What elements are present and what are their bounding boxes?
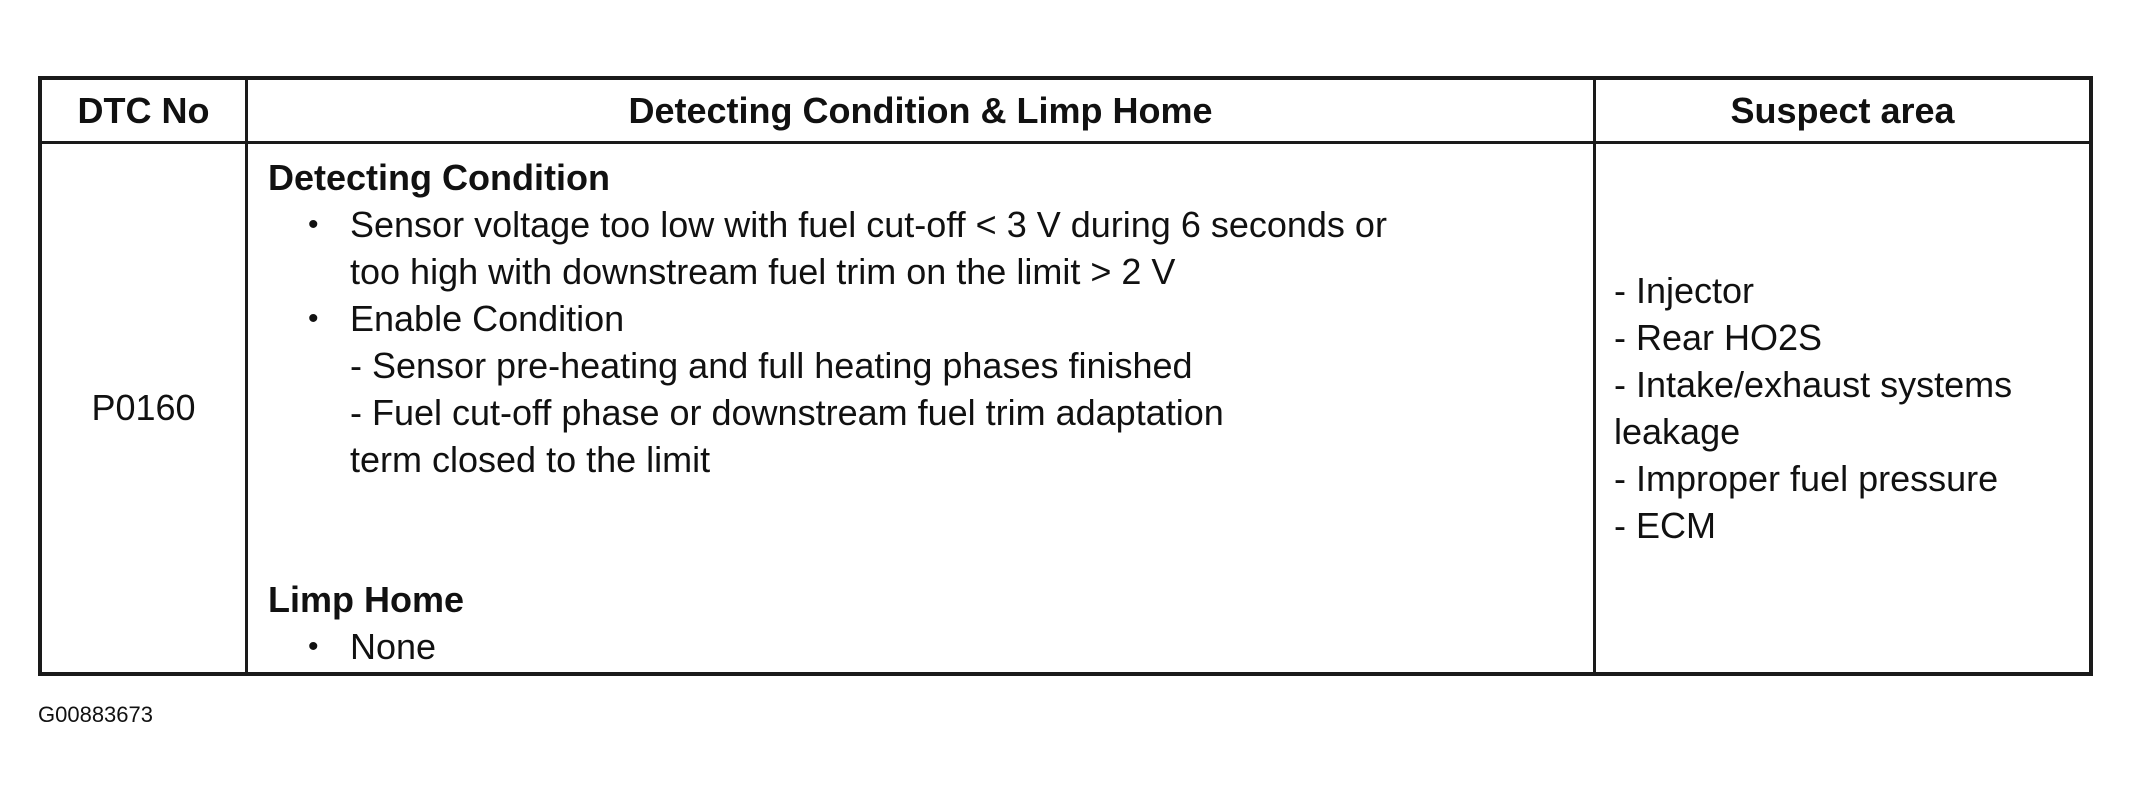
header-suspect-area: Suspect area: [1596, 80, 2089, 144]
bullet-icon: •: [308, 302, 319, 335]
condition-bullet-2: [308, 295, 624, 342]
condition-bullet-2-text: Enable Condition: [350, 298, 625, 339]
suspect-area-list: [1614, 267, 2012, 549]
suspect-item: - Injector: [1614, 270, 1755, 311]
enable-condition-sub-2-line-1: - Fuel cut-off phase or downstream fuel trim adaptation: [350, 392, 1224, 433]
suspect-item: - Improper fuel pressure: [1614, 458, 1999, 499]
condition-bullet-1-line-2: too high with downstream fuel trim on the limit > 2 V: [350, 251, 1176, 292]
enable-condition-sub-1: - Sensor pre-heating and full heating phases finished: [350, 345, 1193, 386]
bullet-icon: •: [308, 630, 319, 663]
condition-bullet-1-line-1: Sensor voltage too low with fuel cut-off < 3 V during 6 seconds or: [350, 204, 1387, 245]
limp-home-bullet-1-text: None: [350, 626, 437, 667]
suspect-item: leakage: [1614, 411, 1741, 452]
suspect-item: - ECM: [1614, 505, 1716, 546]
enable-condition-sub-2-line-2: term closed to the limit: [350, 439, 711, 480]
dtc-code-cell: [42, 144, 248, 672]
suspect-item: - Intake/exhaust systems: [1614, 364, 2013, 405]
suspect-area-cell: [1596, 144, 2089, 672]
limp-home-title: Limp Home: [268, 579, 465, 620]
header-detecting-condition: Detecting Condition & Limp Home: [248, 80, 1596, 144]
limp-home-bullet-1: [308, 623, 436, 670]
condition-bullet-1: [308, 201, 1387, 248]
dtc-code: P0160: [91, 387, 196, 428]
detecting-condition-title: Detecting Condition: [268, 157, 610, 198]
figure-id: G00883673: [38, 702, 153, 727]
condition-cell: [248, 144, 1596, 672]
bullet-icon: •: [308, 208, 319, 241]
dtc-table: [38, 76, 2093, 676]
header-dtc-no: DTC No: [42, 80, 248, 144]
suspect-item: - Rear HO2S: [1614, 317, 1823, 358]
